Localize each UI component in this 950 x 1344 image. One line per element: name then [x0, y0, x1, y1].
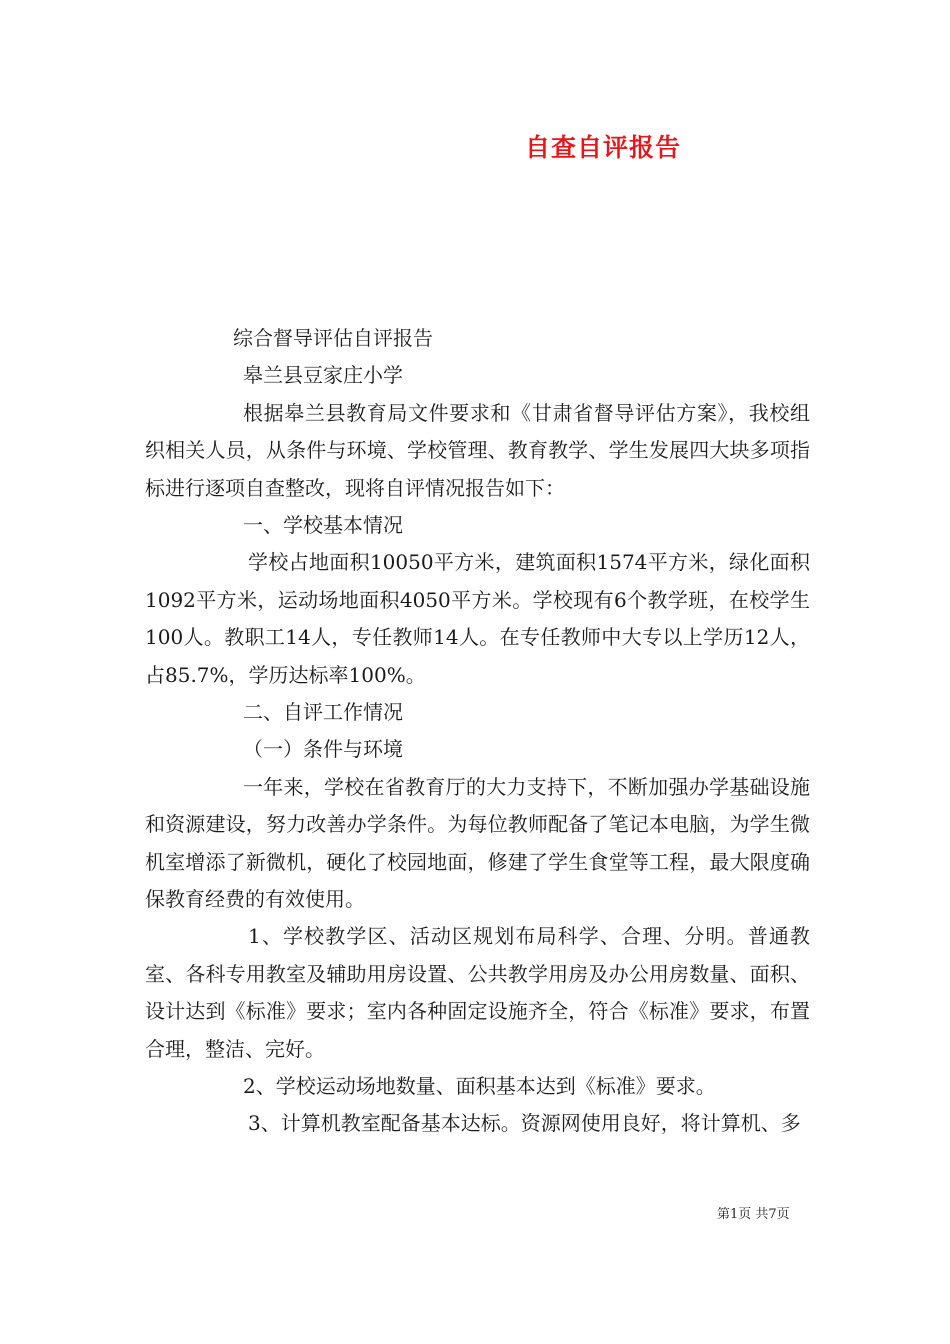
school-name: 皋兰县豆家庄小学 — [243, 363, 403, 388]
item-1-paragraph: 1、学校教学区、活动区规划布局科学、合理、分明。普通教室、各科专用教室及辅助用房设置、公共教学用房及办公用房数量、面积、设计达到《标准》要求；室内各种固定设施齐全，符合《标准》要求，布置合理，整洁、完好。 — [145, 924, 810, 1061]
intro-paragraph: 根据皋兰县教育局文件要求和《甘肃省督导评估方案》，我校组织相关人员，从条件与环境、学校管理、教育教学、学生发展四大块多项指标进行逐项自查整改，现将自评情况报告如下： — [145, 400, 810, 500]
section-1-heading: 一、学校基本情况 — [243, 513, 403, 537]
item-3-paragraph: 3、计算机教室配备基本达标。资源网使用良好，将计算机、多 — [248, 1111, 801, 1136]
section-1-paragraph: 学校占地面积10050平方米，建筑面积1574平方米，绿化面积1092平方米，运动场地面积4050平方米。学校现有6个教学班，在校学生100人。教职工14人，专任教师14人。在专任教师中大专以上学历12人，占85.7%，学历达标率100%。 — [145, 550, 810, 687]
section-2-heading: 二、自评工作情况 — [243, 700, 403, 725]
subsection-1-heading: （一）条件与环境 — [243, 737, 403, 762]
document-title: 自查自评报告 — [524, 133, 681, 162]
page-number: 第1页 共7页 — [717, 1207, 790, 1222]
document-body — [145, 320, 810, 1143]
item-2-paragraph: 2、学校运动场地数量、面积基本达到《标准》要求。 — [243, 1074, 716, 1099]
report-heading: 综合督导评估自评报告 — [233, 326, 433, 350]
subsection-1-paragraph: 一年来，学校在省教育厅的大力支持下，不断加强办学基础设施和资源建设，努力改善办学条件。为每位教师配备了笔记本电脑，为学生微机室增添了新微机，硬化了校园地面，修建了学生食堂等工程，最大限度确保教育经费的有效使用。 — [145, 774, 810, 912]
